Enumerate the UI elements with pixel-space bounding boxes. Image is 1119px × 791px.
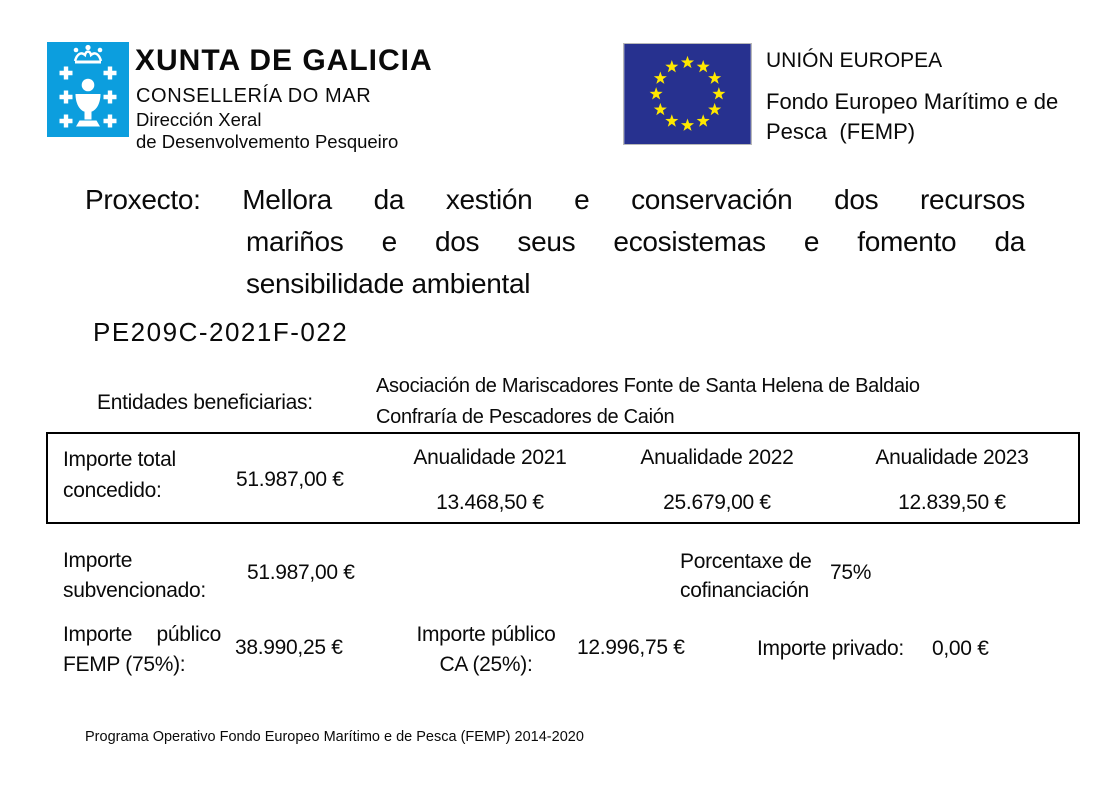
beneficiary-entity: Confraría de Pescadores de Caión <box>376 406 675 428</box>
xunta-wordmark: XUNTA DE GALICIA <box>135 44 433 77</box>
ca-public-amount-label <box>405 620 567 680</box>
cofinancing-percentage: 75% <box>830 561 872 584</box>
annuity-label: Anualidade 2023 <box>875 446 1029 469</box>
subsidised-amount-label <box>63 546 206 606</box>
project-code: PE209C-2021F-022 <box>93 317 349 347</box>
ca-label-line1: Importe público <box>416 623 556 646</box>
annuity-label: Anualidade 2022 <box>640 446 794 469</box>
project-title-line2: mariños e dos seus ecosistemas e fomento da <box>246 226 1025 257</box>
subsidised-label-line1: Importe <box>63 549 133 572</box>
eu-fund-line1: Fondo Europeo Marítimo e de <box>766 89 1059 114</box>
annuity-column-2023 <box>842 434 1062 522</box>
private-amount-value: 0,00 € <box>932 637 989 660</box>
annuity-column-2022 <box>607 434 827 522</box>
annuity-column-2021 <box>380 434 600 522</box>
annuity-label: Anualidade 2021 <box>413 446 567 469</box>
total-granted-label-line1: Importe total <box>63 448 176 471</box>
xunta-direction-line1: Dirección Xeral <box>136 109 262 130</box>
xunta-crest-icon <box>47 42 129 137</box>
beneficiaries-label: Entidades beneficiarias: <box>97 391 313 414</box>
total-granted-value: 51.987,00 € <box>236 468 344 491</box>
femp-public-amount-label <box>63 620 221 680</box>
beneficiaries-list <box>376 371 920 433</box>
total-granted-label <box>63 444 176 506</box>
femp-label-line2: FEMP (75%): <box>63 653 186 676</box>
total-granted-label-line2: concedido: <box>63 479 162 502</box>
xunta-direction-line2: de Desenvolvemento Pesqueiro <box>136 131 399 152</box>
annuity-value: 13.468,50 € <box>436 491 544 514</box>
subsidised-amount-value: 51.987,00 € <box>247 561 355 584</box>
subsidised-label-line2: subvencionado: <box>63 579 206 602</box>
project-title-text1: Mellora da xestión e conservación dos recursos <box>242 184 1025 215</box>
xunta-department: CONSELLERÍA DO MAR <box>136 85 372 107</box>
femp-label-line1: Importe público <box>63 623 221 646</box>
ca-label-line2: CA (25%): <box>439 653 533 676</box>
project-label: Proxecto: <box>85 184 201 215</box>
beneficiary-entity: Asociación de Mariscadores Fonte de Santa Helena de Baldaio <box>376 375 920 397</box>
private-amount-label: Importe privado: <box>757 637 904 660</box>
ca-public-amount-value: 12.996,75 € <box>577 636 685 659</box>
funding-table <box>46 432 1080 524</box>
eu-flag-icon <box>623 43 752 145</box>
femp-public-amount-value: 38.990,25 € <box>235 636 343 659</box>
project-title-line3: sensibilidade ambiental <box>246 268 531 299</box>
cofinancing-label-line1: Porcentaxe de <box>680 550 812 573</box>
project-title-line1 <box>85 184 1025 216</box>
annuity-value: 25.679,00 € <box>663 491 771 514</box>
cofinancing-label <box>680 547 812 605</box>
eu-title: UNIÓN EUROPEA <box>766 49 943 72</box>
operational-programme-footer: Programa Operativo Fondo Europeo Marítimo e de Pesca (FEMP) 2014-2020 <box>85 729 584 745</box>
cofinancing-label-line2: cofinanciación <box>680 579 809 602</box>
eu-fund-line2: Pesca (FEMP) <box>766 119 916 144</box>
annuity-value: 12.839,50 € <box>898 491 1006 514</box>
